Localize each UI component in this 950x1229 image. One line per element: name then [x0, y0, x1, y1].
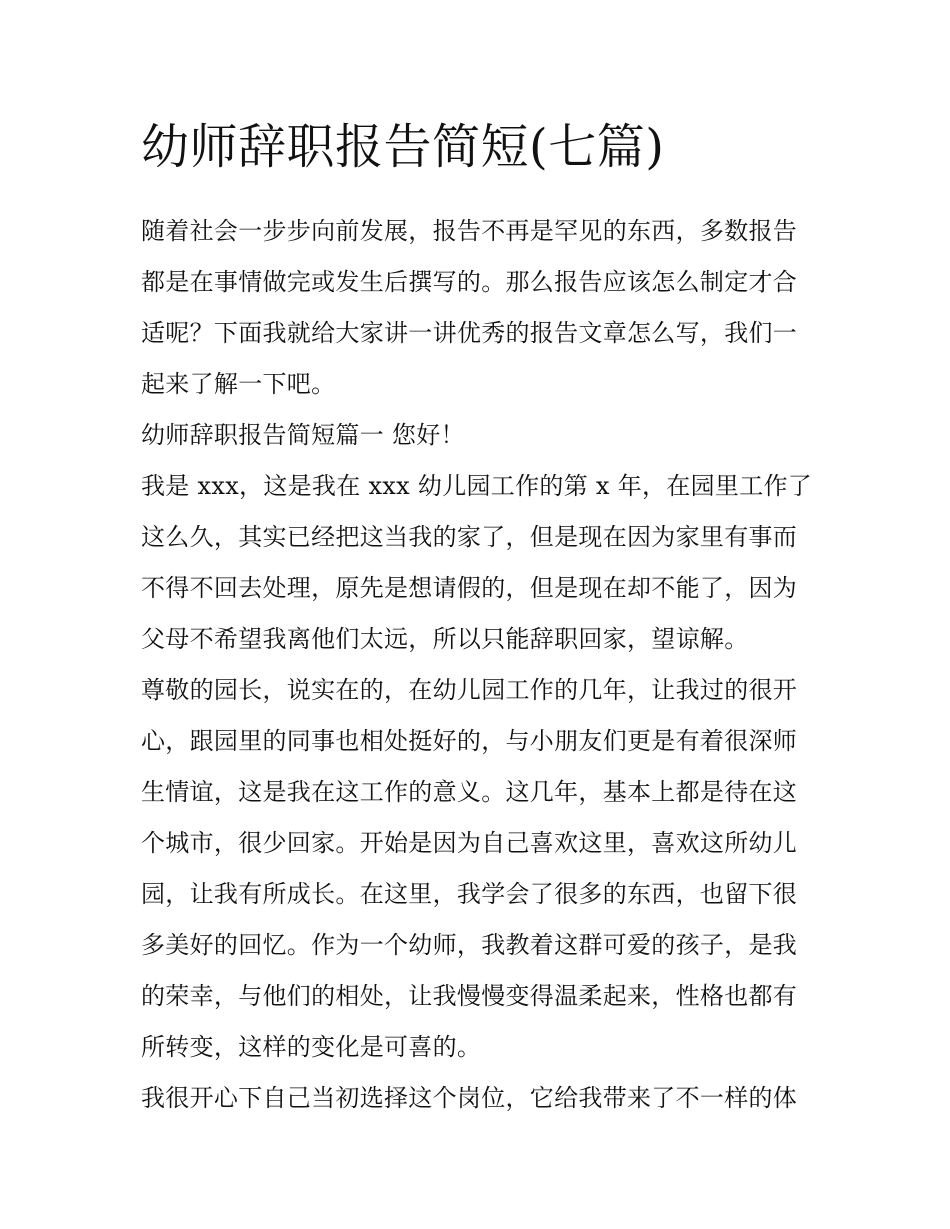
document-title: 幼师辞职报告简短(七篇) [141, 119, 665, 175]
body-paragraph: 我很开心下自己当初选择这个岗位，它给我带来了不一样的体 [141, 1084, 798, 1112]
intro-paragraph: 随着社会一步步向前发展，报告不再是罕见的东西，多数报告 都是在事情做完或发生后撰写的。那么报告应该怎么制定才合 适呢？下面我就给大家讲一讲优秀的报告文章怎么写，我们一 起来了解一下吧。 [141, 217, 798, 398]
section-heading: 幼师辞职报告简短篇一 您好！ [141, 421, 465, 449]
document-body [141, 112, 813, 1124]
body-paragraph: 我是 xxx，这是我在 xxx 幼儿园工作的第 x 年，在园里工作了 这么久，其实已经把这当我的家了，但是现在因为家里有事而 不得不回去处理，原先是想请假的，但是现在却不能了，因为 父母不希望我离他们太远，所以只能辞职回家，望谅解。 [141, 472, 813, 653]
body-paragraph: 尊敬的园长，说实在的，在幼儿园工作的几年，让我过的很开 心，跟园里的同事也相处挺好的，与小朋友们更是有着很深师 生情谊，这是我在这工作的意义。这几年，基本上都是待在这 个城市，很少回家。开始是因为自己喜欢这里，喜欢这所幼儿 园，让我有所成长。在这里，我学会了很多的东西，也留下很 多美好的回忆。作为一个幼师，我教着这群可爱的孩子，是我 的荣幸，与他们的相处，让我慢慢变得温柔起来，性格也都有 所转变，这样的变化是可喜的。 [141, 676, 798, 1061]
